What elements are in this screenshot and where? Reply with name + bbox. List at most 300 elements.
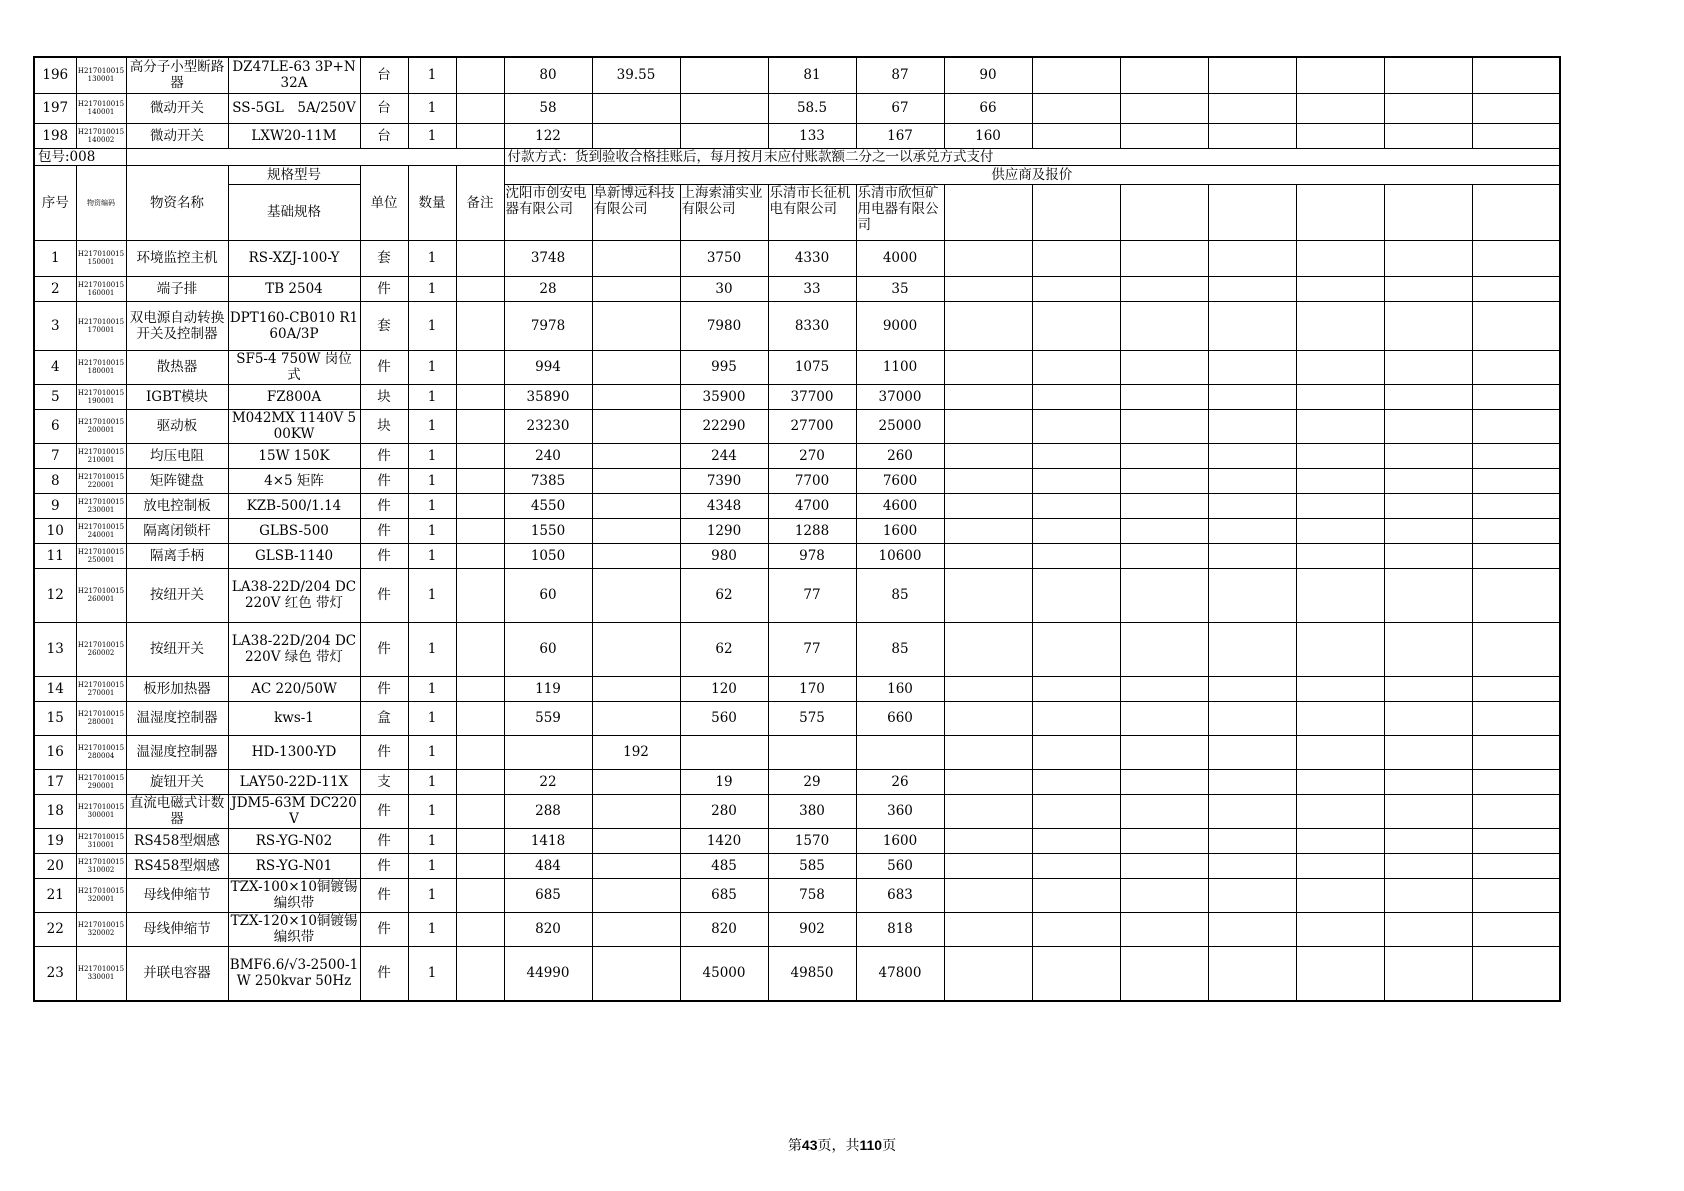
supplier-name: 乐清市欣恒矿用电器有限公司 (856, 184, 944, 240)
quantity: 1 (408, 240, 456, 276)
supplier-price: 62 (680, 622, 768, 676)
empty-cell (1032, 493, 1120, 518)
empty-cell (1472, 493, 1560, 518)
material-name: RS458型烟感 (126, 853, 228, 878)
supplier-price: 1290 (680, 518, 768, 543)
empty-cell (1296, 276, 1384, 301)
note (456, 912, 504, 946)
supplier-price: 685 (504, 878, 592, 912)
table-row (34, 350, 1560, 384)
empty-cell (1032, 701, 1120, 735)
note (456, 240, 504, 276)
empty-cell (1384, 384, 1472, 409)
empty-cell (944, 493, 1032, 518)
unit: 盒 (360, 701, 408, 735)
supplier-price (592, 240, 680, 276)
material-name: 按纽开关 (126, 622, 228, 676)
empty-cell (1384, 769, 1472, 794)
footer-total-pages: 110 (859, 1137, 883, 1153)
empty-cell (944, 409, 1032, 443)
empty-cell (1120, 443, 1208, 468)
quantity: 1 (408, 543, 456, 568)
supplier-price: 19 (680, 769, 768, 794)
supplier-price: 240 (504, 443, 592, 468)
supplier-price: 60 (504, 622, 592, 676)
supplier-price: 133 (768, 123, 856, 148)
empty-cell (1296, 543, 1384, 568)
table-row (34, 735, 1560, 769)
empty-cell (1472, 676, 1560, 701)
empty-cell (944, 912, 1032, 946)
supplier-price: 85 (856, 622, 944, 676)
empty-cell (1384, 301, 1472, 350)
supplier-price: 77 (768, 568, 856, 622)
supplier-price: 758 (768, 878, 856, 912)
empty-cell (1472, 769, 1560, 794)
empty-cell (1384, 543, 1472, 568)
header-spec: 基础规格 (228, 184, 360, 240)
empty-cell (1120, 409, 1208, 443)
row-number: 20 (34, 853, 76, 878)
empty-cell (1032, 676, 1120, 701)
quantity: 1 (408, 57, 456, 93)
supplier-price (592, 384, 680, 409)
supplier-price: 7978 (504, 301, 592, 350)
spec: GLSB-1140 (228, 543, 360, 568)
note (456, 384, 504, 409)
empty-cell (1208, 301, 1296, 350)
empty-cell (944, 301, 1032, 350)
supplier-price: 1570 (768, 828, 856, 853)
quantity: 1 (408, 946, 456, 1001)
unit: 件 (360, 853, 408, 878)
unit: 件 (360, 676, 408, 701)
empty-cell (1208, 123, 1296, 148)
unit: 块 (360, 384, 408, 409)
quantity: 1 (408, 384, 456, 409)
supplier-price: 1050 (504, 543, 592, 568)
material-name: 隔离手柄 (126, 543, 228, 568)
material-code: H217010015200001 (76, 409, 126, 443)
empty-cell (1472, 828, 1560, 853)
empty-cell (1120, 518, 1208, 543)
supplier-price (504, 735, 592, 769)
empty-cell (1032, 123, 1120, 148)
empty-cell (1296, 676, 1384, 701)
supplier-price (592, 794, 680, 828)
empty-cell (1120, 794, 1208, 828)
supplier-price: 58 (504, 93, 592, 123)
supplier-price (592, 301, 680, 350)
note (456, 828, 504, 853)
unit: 件 (360, 828, 408, 853)
empty-cell (1032, 853, 1120, 878)
empty-cell (1032, 468, 1120, 493)
footer-prefix: 第 (787, 1137, 802, 1153)
supplier-price: 3748 (504, 240, 592, 276)
quantity: 1 (408, 878, 456, 912)
note (456, 735, 504, 769)
supplier-price: 33 (768, 276, 856, 301)
empty-cell (1120, 123, 1208, 148)
table-row (34, 622, 1560, 676)
row-number: 3 (34, 301, 76, 350)
supplier-price: 820 (680, 912, 768, 946)
table-row (34, 676, 1560, 701)
note (456, 301, 504, 350)
supplier-price: 380 (768, 794, 856, 828)
material-name: 均压电阻 (126, 443, 228, 468)
empty-cell (1208, 946, 1296, 1001)
empty-cell (944, 676, 1032, 701)
empty-cell (1384, 240, 1472, 276)
empty-cell (1296, 568, 1384, 622)
unit: 件 (360, 493, 408, 518)
supplier-price (592, 409, 680, 443)
empty-cell (944, 853, 1032, 878)
spec: JDM5-63M DC220V (228, 794, 360, 828)
note (456, 946, 504, 1001)
empty-cell (1384, 701, 1472, 735)
spec: TZX-120×10铜镀锡编织带 (228, 912, 360, 946)
supplier-name: 上海索浦实业有限公司 (680, 184, 768, 240)
row-number: 21 (34, 878, 76, 912)
material-code: H217010015250001 (76, 543, 126, 568)
empty-cell (1296, 493, 1384, 518)
empty-cell (1296, 468, 1384, 493)
material-code: H217010015270001 (76, 676, 126, 701)
material-name: 母线伸缩节 (126, 878, 228, 912)
supplier-price: 87 (856, 57, 944, 93)
note (456, 878, 504, 912)
supplier-price: 35900 (680, 384, 768, 409)
supplier-price: 280 (680, 794, 768, 828)
table-row (34, 301, 1560, 350)
empty-cell (1472, 878, 1560, 912)
supplier-price: 995 (680, 350, 768, 384)
empty-cell (1472, 946, 1560, 1001)
note (456, 769, 504, 794)
empty-cell (1472, 93, 1560, 123)
spec: HD-1300-YD (228, 735, 360, 769)
empty-cell (1032, 350, 1120, 384)
supplier-price: 4600 (856, 493, 944, 518)
empty-cell (944, 468, 1032, 493)
supplier-price: 4348 (680, 493, 768, 518)
table-row (34, 493, 1560, 518)
empty-cell (1384, 735, 1472, 769)
empty-cell (1296, 443, 1384, 468)
spec: SS-5GL 5A/250V (228, 93, 360, 123)
quantity: 1 (408, 701, 456, 735)
empty-cell (1472, 409, 1560, 443)
spec: RS-XZJ-100-Y (228, 240, 360, 276)
supplier-price: 22 (504, 769, 592, 794)
spec: AC 220/50W (228, 676, 360, 701)
table-row (34, 240, 1560, 276)
empty-cell (1296, 878, 1384, 912)
empty-cell (1384, 93, 1472, 123)
supplier-price (592, 912, 680, 946)
material-code: H217010015290001 (76, 769, 126, 794)
note (456, 409, 504, 443)
empty-cell (1120, 184, 1208, 240)
empty-cell (1296, 57, 1384, 93)
material-name: 散热器 (126, 350, 228, 384)
spec: 15W 150K (228, 443, 360, 468)
empty-cell (1384, 276, 1472, 301)
empty-cell (1120, 622, 1208, 676)
supplier-price: 660 (856, 701, 944, 735)
supplier-price: 35 (856, 276, 944, 301)
supplier-price (592, 276, 680, 301)
supplier-price: 7385 (504, 468, 592, 493)
row-number: 5 (34, 384, 76, 409)
empty-cell (1472, 912, 1560, 946)
empty-cell (1120, 878, 1208, 912)
quantity: 1 (408, 123, 456, 148)
empty-cell (1208, 276, 1296, 301)
supplier-price (592, 701, 680, 735)
supplier-name: 沈阳市创安电器有限公司 (504, 184, 592, 240)
supplier-price (592, 878, 680, 912)
empty-cell (1208, 518, 1296, 543)
material-name: 按纽开关 (126, 568, 228, 622)
spec: DPT160-CB010 R160A/3P (228, 301, 360, 350)
supplier-price: 560 (680, 701, 768, 735)
row-number: 197 (34, 93, 76, 123)
empty-cell (1296, 384, 1384, 409)
header-unit: 单位 (360, 165, 408, 240)
empty-cell (1032, 57, 1120, 93)
table-row (34, 828, 1560, 853)
supplier-price: 4330 (768, 240, 856, 276)
empty-cell (1120, 543, 1208, 568)
material-name: 隔离闭锁杆 (126, 518, 228, 543)
row-number: 17 (34, 769, 76, 794)
empty-cell (1296, 93, 1384, 123)
supplier-price (592, 769, 680, 794)
supplier-price (680, 123, 768, 148)
empty-cell (1032, 878, 1120, 912)
material-code: H217010015150001 (76, 240, 126, 276)
supplier-price: 3750 (680, 240, 768, 276)
row-number: 2 (34, 276, 76, 301)
empty-cell (1296, 701, 1384, 735)
spec: LA38-22D/204 DC220V 绿色 带灯 (228, 622, 360, 676)
empty-cell (1384, 828, 1472, 853)
empty-cell (1208, 468, 1296, 493)
empty-cell (1032, 240, 1120, 276)
page-footer (0, 1135, 1684, 1155)
empty-cell (1472, 543, 1560, 568)
quantity: 1 (408, 912, 456, 946)
spec: LXW20-11M (228, 123, 360, 148)
note (456, 518, 504, 543)
supplier-price (680, 93, 768, 123)
empty-cell (1120, 384, 1208, 409)
row-number: 10 (34, 518, 76, 543)
empty-cell (1208, 853, 1296, 878)
empty-cell (1208, 676, 1296, 701)
empty-cell (1120, 493, 1208, 518)
empty-cell (1120, 93, 1208, 123)
supplier-price: 1288 (768, 518, 856, 543)
empty-cell (1472, 350, 1560, 384)
empty-cell (1208, 769, 1296, 794)
empty-cell (1384, 184, 1472, 240)
empty-cell (1032, 946, 1120, 1001)
supplier-price: 244 (680, 443, 768, 468)
empty-cell (1296, 409, 1384, 443)
supplier-price: 978 (768, 543, 856, 568)
supplier-price: 288 (504, 794, 592, 828)
supplier-price (592, 622, 680, 676)
empty-cell (944, 350, 1032, 384)
row-number: 18 (34, 794, 76, 828)
material-code: H217010015210001 (76, 443, 126, 468)
supplier-price: 28 (504, 276, 592, 301)
quantity: 1 (408, 409, 456, 443)
empty-cell (1032, 622, 1120, 676)
footer-page-number: 43 (801, 1137, 818, 1153)
material-code: H217010015310001 (76, 828, 126, 853)
material-code: H217010015230001 (76, 493, 126, 518)
material-name: 端子排 (126, 276, 228, 301)
empty-cell (1384, 794, 1472, 828)
empty-cell (1208, 240, 1296, 276)
empty-cell (1032, 184, 1120, 240)
empty-cell (1032, 409, 1120, 443)
supplier-price: 1600 (856, 518, 944, 543)
row-number: 15 (34, 701, 76, 735)
unit: 套 (360, 301, 408, 350)
spec: DZ47LE-63 3P+N32A (228, 57, 360, 93)
unit: 套 (360, 240, 408, 276)
supplier-price: 1418 (504, 828, 592, 853)
empty-cell (1120, 853, 1208, 878)
supplier-price: 484 (504, 853, 592, 878)
table-row (34, 794, 1560, 828)
quantity: 1 (408, 676, 456, 701)
material-name: 并联电容器 (126, 946, 228, 1001)
supplier-price: 66 (944, 93, 1032, 123)
quantity: 1 (408, 794, 456, 828)
table-row (34, 853, 1560, 878)
empty-cell (1296, 794, 1384, 828)
supplier-price (592, 543, 680, 568)
unit: 件 (360, 568, 408, 622)
empty-cell (1296, 912, 1384, 946)
empty-cell (1120, 828, 1208, 853)
quantity: 1 (408, 735, 456, 769)
empty-cell (1384, 676, 1472, 701)
empty-cell (1384, 878, 1472, 912)
material-name: 直流电磁式计数器 (126, 794, 228, 828)
empty-cell (1296, 240, 1384, 276)
empty-cell (944, 240, 1032, 276)
empty-cell (1120, 468, 1208, 493)
supplier-price (592, 443, 680, 468)
material-name: 矩阵键盘 (126, 468, 228, 493)
empty-cell (944, 828, 1032, 853)
table-row (34, 912, 1560, 946)
empty-cell (1120, 946, 1208, 1001)
empty-cell (1384, 853, 1472, 878)
supplier-price: 77 (768, 622, 856, 676)
empty-cell (1208, 57, 1296, 93)
supplier-price: 585 (768, 853, 856, 878)
table-row (34, 468, 1560, 493)
supplier-price: 10600 (856, 543, 944, 568)
supplier-price: 37000 (856, 384, 944, 409)
quantity: 1 (408, 93, 456, 123)
empty-cell (1472, 701, 1560, 735)
empty-cell (1032, 568, 1120, 622)
unit: 件 (360, 350, 408, 384)
row-number: 12 (34, 568, 76, 622)
table-row (34, 701, 1560, 735)
quantity: 1 (408, 276, 456, 301)
supplier-price: 683 (856, 878, 944, 912)
material-code: H217010015310002 (76, 853, 126, 878)
header-note: 备注 (456, 165, 504, 240)
spec: FZ800A (228, 384, 360, 409)
empty-cell (944, 701, 1032, 735)
table-row (34, 946, 1560, 1001)
note (456, 622, 504, 676)
unit: 件 (360, 468, 408, 493)
empty-cell (1032, 276, 1120, 301)
empty-cell (1208, 912, 1296, 946)
header-row (34, 184, 1560, 240)
empty-cell (1472, 518, 1560, 543)
spec: KZB-500/1.14 (228, 493, 360, 518)
supplier-price: 8330 (768, 301, 856, 350)
empty-cell (944, 878, 1032, 912)
spec: kws-1 (228, 701, 360, 735)
empty-cell (1472, 240, 1560, 276)
empty-cell (1120, 701, 1208, 735)
row-number: 198 (34, 123, 76, 148)
material-code: H217010015140001 (76, 93, 126, 123)
empty-cell (1120, 240, 1208, 276)
supplier-price: 4550 (504, 493, 592, 518)
supplier-price (592, 946, 680, 1001)
empty-cell (1384, 350, 1472, 384)
supplier-price: 26 (856, 769, 944, 794)
note (456, 543, 504, 568)
empty-cell (944, 769, 1032, 794)
empty-cell (1296, 622, 1384, 676)
quantity: 1 (408, 518, 456, 543)
empty-cell (1472, 443, 1560, 468)
empty-cell (1208, 701, 1296, 735)
material-code: H217010015260002 (76, 622, 126, 676)
quantity: 1 (408, 443, 456, 468)
unit: 件 (360, 946, 408, 1001)
note (456, 794, 504, 828)
empty-cell (944, 735, 1032, 769)
empty-cell (1384, 443, 1472, 468)
material-code: H217010015330001 (76, 946, 126, 1001)
supplier-price: 90 (944, 57, 1032, 93)
supplier-price: 35890 (504, 384, 592, 409)
supplier-price: 29 (768, 769, 856, 794)
empty-cell (1296, 828, 1384, 853)
empty-cell (1120, 276, 1208, 301)
empty-cell (1032, 735, 1120, 769)
